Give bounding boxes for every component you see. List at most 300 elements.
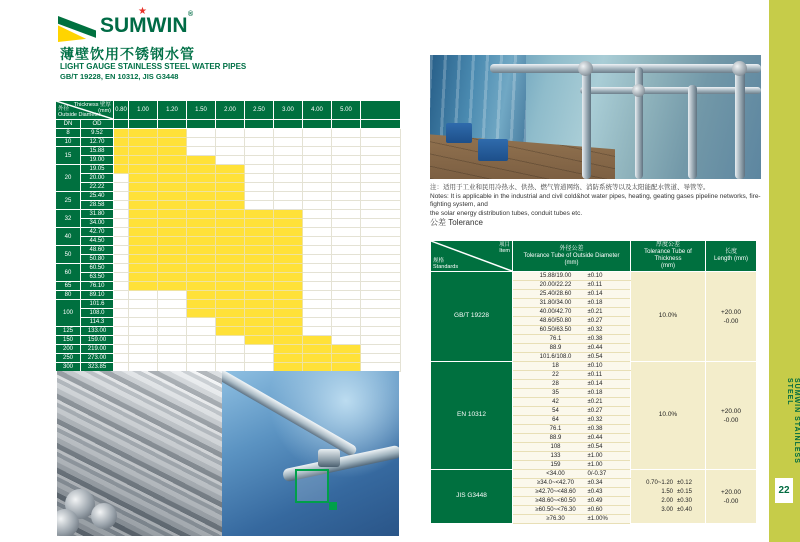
filler-cell <box>361 165 401 174</box>
available-size-cell <box>274 219 303 228</box>
size-cell <box>114 273 129 282</box>
length-tolerance-cell: +20.00 -0.00 <box>706 272 757 362</box>
size-cell <box>114 282 129 291</box>
size-cell <box>303 129 332 138</box>
size-cell <box>114 192 129 201</box>
size-row <box>56 210 401 219</box>
size-cell <box>114 327 129 336</box>
dn-cell: 20 <box>56 165 81 192</box>
od-tolerance-cell: ≥42.70~<48.60 ±0.43 <box>513 488 631 497</box>
available-size-cell <box>274 336 303 345</box>
available-size-cell <box>187 192 216 201</box>
od-tolerance-cell: 28 ±0.14 <box>513 380 631 389</box>
available-size-cell <box>274 345 303 354</box>
size-cell <box>332 228 361 237</box>
tolerance-row <box>431 272 757 281</box>
dn-cell: 8 <box>56 129 81 138</box>
dn-cell: 200 <box>56 345 81 354</box>
size-cell <box>158 300 187 309</box>
available-size-cell <box>158 192 187 201</box>
size-cell <box>114 237 129 246</box>
size-cell <box>274 129 303 138</box>
size-cell <box>303 228 332 237</box>
size-cell <box>274 156 303 165</box>
size-cell <box>245 183 274 192</box>
dn-cell: 25 <box>56 192 81 210</box>
size-cell <box>114 183 129 192</box>
dn-header: DN <box>56 120 81 129</box>
size-row <box>56 192 401 201</box>
filler-cell <box>361 345 401 354</box>
od-tolerance-cell: 76.1 ±0.38 <box>513 335 631 344</box>
available-size-cell <box>303 345 332 354</box>
notes-cn: 注：适用于工业和民用冷热水、供热、燃气管道网络、消防系统等以及太阳能配水管道、导管等。 <box>430 184 710 191</box>
thickness-col-header: 0.80 <box>114 101 129 120</box>
size-cell <box>303 255 332 264</box>
standard-cell: EN 10312 <box>431 362 513 470</box>
od-cell: 25.40 <box>81 192 114 201</box>
logo-swoosh-icon <box>58 16 96 42</box>
size-cell <box>303 147 332 156</box>
size-cell <box>332 300 361 309</box>
size-cell <box>303 309 332 318</box>
standards-line: GB/T 19228, EN 10312, JIS G3448 <box>60 72 179 81</box>
size-cell <box>216 354 245 363</box>
available-size-cell <box>129 174 158 183</box>
size-cell <box>332 264 361 273</box>
size-row <box>56 345 401 354</box>
size-cell <box>129 291 158 300</box>
available-size-cell <box>114 129 129 138</box>
pump-unit-shape <box>446 123 472 143</box>
available-size-cell <box>187 210 216 219</box>
size-cell <box>114 345 129 354</box>
available-size-cell <box>129 219 158 228</box>
size-cell <box>245 147 274 156</box>
available-size-cell <box>187 228 216 237</box>
size-cell <box>303 219 332 228</box>
thickness-col-header: 5.00 <box>332 101 361 120</box>
size-cell <box>303 174 332 183</box>
size-cell <box>216 156 245 165</box>
available-size-cell <box>245 237 274 246</box>
size-cell <box>187 327 216 336</box>
length-tolerance-cell: +20.00 -0.00 <box>706 470 757 524</box>
size-cell <box>114 174 129 183</box>
available-size-cell <box>245 255 274 264</box>
thickness-tolerance-cell: 10.0% <box>631 272 706 362</box>
filler-cell <box>361 273 401 282</box>
od-tolerance-cell: 108 ±0.54 <box>513 443 631 452</box>
od-tolerance-cell: <34.00 0/-0.37 <box>513 470 631 479</box>
filler-cell <box>361 147 401 156</box>
od-cell: 44.50 <box>81 237 114 246</box>
filler-cell <box>361 129 401 138</box>
pipes-installation-photo <box>430 55 761 179</box>
size-cell <box>129 327 158 336</box>
size-cell <box>114 300 129 309</box>
thickness-col-header: 1.20 <box>158 101 187 120</box>
dn-cell: 125 <box>56 327 81 336</box>
available-size-cell <box>129 246 158 255</box>
size-cell <box>129 336 158 345</box>
subheader-green-cell <box>245 120 274 129</box>
available-size-cell <box>216 201 245 210</box>
size-table-subheader-row <box>56 120 401 129</box>
available-size-cell <box>129 237 158 246</box>
od-cell: 50.80 <box>81 255 114 264</box>
filler-cell <box>361 138 401 147</box>
size-cell <box>245 201 274 210</box>
size-row <box>56 300 401 309</box>
available-size-cell <box>245 282 274 291</box>
size-cell <box>274 138 303 147</box>
available-size-cell <box>216 327 245 336</box>
od-cell: 34.00 <box>81 219 114 228</box>
size-cell <box>303 183 332 192</box>
size-cell <box>114 318 129 327</box>
pipe-end-shape <box>57 509 79 536</box>
available-size-cell <box>187 300 216 309</box>
size-row <box>56 309 401 318</box>
available-size-cell <box>158 210 187 219</box>
od-cell: 114.3 <box>81 318 114 327</box>
available-size-cell <box>216 210 245 219</box>
available-size-cell <box>216 192 245 201</box>
size-cell <box>274 165 303 174</box>
tolerance-header-row <box>431 241 757 272</box>
available-size-cell <box>216 282 245 291</box>
page-number: 22 <box>778 485 790 496</box>
available-size-cell <box>245 318 274 327</box>
size-row <box>56 228 401 237</box>
dn-cell: 15 <box>56 147 81 165</box>
available-size-cell <box>129 264 158 273</box>
available-size-cell <box>274 255 303 264</box>
length-header: 长度 Length (mm) <box>706 241 757 272</box>
available-size-cell <box>129 228 158 237</box>
standard-cell: GB/T 19228 <box>431 272 513 362</box>
filler-cell <box>361 282 401 291</box>
pipe-shape <box>688 85 697 179</box>
logo-star-icon: ★ <box>138 6 147 17</box>
size-row <box>56 156 401 165</box>
available-size-cell <box>129 183 158 192</box>
available-size-cell <box>216 183 245 192</box>
size-row <box>56 138 401 147</box>
od-cell: 48.60 <box>81 246 114 255</box>
page-number-badge <box>775 478 793 503</box>
od-tolerance-cell: ≥76.30 ±1.00% <box>513 515 631 524</box>
pipe-shape <box>490 64 761 73</box>
available-size-cell <box>274 327 303 336</box>
available-size-cell <box>274 273 303 282</box>
filler-cell <box>361 255 401 264</box>
dn-cell: 40 <box>56 228 81 246</box>
od-cell: 159.00 <box>81 336 114 345</box>
size-cell <box>245 354 274 363</box>
available-size-cell <box>114 138 129 147</box>
available-size-cell <box>129 138 158 147</box>
size-cell <box>114 309 129 318</box>
size-cell <box>303 300 332 309</box>
filler-cell <box>361 318 401 327</box>
size-row <box>56 183 401 192</box>
size-cell <box>114 336 129 345</box>
size-cell <box>114 264 129 273</box>
od-cell: 323.85 <box>81 363 114 372</box>
filler-cell <box>361 183 401 192</box>
available-size-cell <box>245 273 274 282</box>
size-cell <box>303 246 332 255</box>
od-cell: 12.70 <box>81 138 114 147</box>
od-cell: 60.50 <box>81 264 114 273</box>
od-tolerance-cell: ≥48.60~<60.50 ±0.49 <box>513 497 631 506</box>
available-size-cell <box>245 327 274 336</box>
size-row <box>56 255 401 264</box>
filler-cell <box>361 219 401 228</box>
size-cell <box>158 291 187 300</box>
available-size-cell <box>274 210 303 219</box>
available-size-cell <box>158 147 187 156</box>
filler-cell <box>361 156 401 165</box>
od-tolerance-cell: 64 ±0.32 <box>513 416 631 425</box>
size-cell <box>245 345 274 354</box>
subheader-green-cell <box>158 120 187 129</box>
od-tolerance-cell: 88.9 ±0.44 <box>513 434 631 443</box>
fitting-nut-shape <box>318 449 340 467</box>
available-size-cell <box>216 246 245 255</box>
available-size-cell <box>129 129 158 138</box>
notes-en-line1: Notes: It is applicable in the industrial and civil cold&hot water pipes, heating, geating gases pipeline networks, fire-fighting system, and <box>430 192 761 208</box>
available-size-cell <box>187 273 216 282</box>
od-cell: 108.0 <box>81 309 114 318</box>
od-tolerance-cell: 18 ±0.10 <box>513 362 631 371</box>
pipe-shape <box>580 87 761 94</box>
subheader-green-cell <box>187 120 216 129</box>
filler-cell <box>361 336 401 345</box>
od-tolerance-cell: 35 ±0.18 <box>513 389 631 398</box>
thickness-col-header: 1.00 <box>129 101 158 120</box>
size-cell <box>332 336 361 345</box>
available-size-cell <box>303 336 332 345</box>
size-row <box>56 237 401 246</box>
size-cell <box>303 327 332 336</box>
available-size-cell <box>187 255 216 264</box>
available-size-cell <box>158 156 187 165</box>
size-row <box>56 291 401 300</box>
filler-cell <box>361 228 401 237</box>
size-cell <box>114 228 129 237</box>
logo-brand-text: SUMWIN <box>100 14 188 37</box>
available-size-cell <box>129 282 158 291</box>
size-cell <box>303 291 332 300</box>
size-row <box>56 147 401 156</box>
available-size-cell <box>216 165 245 174</box>
page-title-en: LIGHT GAUGE STAINLESS STEEL WATER PIPES <box>60 62 247 71</box>
pipe-shape <box>582 65 591 179</box>
size-cell <box>245 174 274 183</box>
available-size-cell <box>187 219 216 228</box>
size-cell <box>158 354 187 363</box>
size-cell <box>332 201 361 210</box>
size-cell <box>332 237 361 246</box>
available-size-cell <box>245 291 274 300</box>
size-cell <box>274 174 303 183</box>
thickness-tolerance-cell: 10.0% <box>631 362 706 470</box>
size-cell <box>332 210 361 219</box>
subheader-green-cell <box>361 120 401 129</box>
size-row <box>56 273 401 282</box>
od-cell: 89.10 <box>81 291 114 300</box>
size-cell <box>332 327 361 336</box>
size-cell <box>245 156 274 165</box>
dn-cell: 80 <box>56 291 81 300</box>
size-cell <box>129 300 158 309</box>
available-size-cell <box>158 237 187 246</box>
available-size-cell <box>274 354 303 363</box>
available-size-cell <box>245 264 274 273</box>
available-size-cell <box>187 201 216 210</box>
od-cell: 15.88 <box>81 147 114 156</box>
od-tolerance-cell: ≥60.50~<76.30 ±0.60 <box>513 506 631 515</box>
dn-cell: 300 <box>56 363 81 372</box>
available-size-cell <box>216 264 245 273</box>
header-filler-cell <box>361 101 401 120</box>
size-cell <box>303 264 332 273</box>
tolerance-row <box>431 362 757 371</box>
size-cell <box>274 183 303 192</box>
filler-cell <box>361 174 401 183</box>
available-size-cell <box>129 156 158 165</box>
size-cell <box>332 156 361 165</box>
pump-unit-shape <box>478 139 508 161</box>
available-size-cell <box>274 246 303 255</box>
od-cell: 133.00 <box>81 327 114 336</box>
size-table-header-row <box>56 101 401 120</box>
size-cell <box>274 147 303 156</box>
size-cell <box>158 327 187 336</box>
available-size-cell <box>216 318 245 327</box>
dn-cell: 65 <box>56 282 81 291</box>
available-size-cell <box>187 282 216 291</box>
available-size-cell <box>187 183 216 192</box>
tolerance-corner-cell: 项目 Item 规格 Standards <box>431 241 513 272</box>
filler-cell <box>361 192 401 201</box>
available-size-cell <box>245 300 274 309</box>
size-cell <box>114 201 129 210</box>
size-row <box>56 174 401 183</box>
size-row <box>56 219 401 228</box>
available-size-cell <box>245 219 274 228</box>
size-row <box>56 129 401 138</box>
od-cell: 9.52 <box>81 129 114 138</box>
size-cell <box>303 156 332 165</box>
available-size-cell <box>187 264 216 273</box>
available-size-cell <box>129 210 158 219</box>
od-cell: 22.22 <box>81 183 114 192</box>
available-size-cell <box>114 147 129 156</box>
available-size-cell <box>332 354 361 363</box>
available-size-cell <box>216 237 245 246</box>
size-cell <box>332 255 361 264</box>
size-cell <box>303 165 332 174</box>
filler-cell <box>361 309 401 318</box>
available-size-cell <box>158 219 187 228</box>
filler-cell <box>361 291 401 300</box>
size-cell <box>158 345 187 354</box>
available-size-cell <box>129 201 158 210</box>
size-cell <box>303 282 332 291</box>
available-size-cell <box>274 228 303 237</box>
registered-mark: ® <box>188 11 194 18</box>
available-size-cell <box>187 165 216 174</box>
size-cell <box>274 201 303 210</box>
dn-cell: 60 <box>56 264 81 282</box>
pipe-elbow-shape <box>632 84 645 97</box>
available-size-cell <box>158 138 187 147</box>
available-size-cell <box>158 129 187 138</box>
size-cell <box>187 345 216 354</box>
available-size-cell <box>274 291 303 300</box>
size-cell <box>187 147 216 156</box>
available-size-cell <box>158 201 187 210</box>
od-cell: 101.6 <box>81 300 114 309</box>
subheader-green-cell <box>332 120 361 129</box>
size-cell <box>303 201 332 210</box>
notes-block <box>430 184 762 218</box>
available-size-cell <box>187 237 216 246</box>
pipe-elbow-shape <box>732 61 747 76</box>
filler-cell <box>361 264 401 273</box>
pipe-fittings-photo <box>222 371 399 536</box>
thickness-tolerance-cell: 0.70~1.20 ±0.12 1.50 ±0.15 2.00 ±0.30 3.00 ±0.40 <box>631 470 706 524</box>
od-tolerance-cell: 60.50/63.50 ±0.32 <box>513 326 631 335</box>
size-cell <box>332 129 361 138</box>
size-cell <box>187 354 216 363</box>
thickness-col-header: 3.00 <box>274 101 303 120</box>
dn-cell: 50 <box>56 246 81 264</box>
od-header: OD <box>81 120 114 129</box>
available-size-cell <box>187 309 216 318</box>
available-size-cell <box>216 309 245 318</box>
size-cell <box>216 129 245 138</box>
size-cell <box>114 246 129 255</box>
available-size-cell <box>158 282 187 291</box>
tolerance-row <box>431 470 757 479</box>
tolerance-table <box>430 240 757 524</box>
size-cell <box>187 318 216 327</box>
size-cell <box>332 183 361 192</box>
available-size-cell <box>158 255 187 264</box>
size-table-corner-cell: Thickness 壁厚 (mm) 外径 Outside Diameter <box>56 101 114 120</box>
dn-cell: 10 <box>56 138 81 147</box>
size-cell <box>245 138 274 147</box>
size-cell <box>303 138 332 147</box>
thickness-tolerance-header: 厚度公差 Tolerance Tube of Thickness (mm) <box>631 241 706 272</box>
od-tolerance-cell: 25.40/28.60 ±0.14 <box>513 290 631 299</box>
size-cell <box>114 291 129 300</box>
available-size-cell <box>158 228 187 237</box>
thickness-col-header: 1.50 <box>187 101 216 120</box>
size-cell <box>332 192 361 201</box>
od-cell: 42.70 <box>81 228 114 237</box>
size-cell <box>158 318 187 327</box>
size-cell <box>332 246 361 255</box>
od-tolerance-cell: 20.00/22.22 ±0.11 <box>513 281 631 290</box>
available-size-cell <box>129 192 158 201</box>
available-size-cell <box>129 147 158 156</box>
